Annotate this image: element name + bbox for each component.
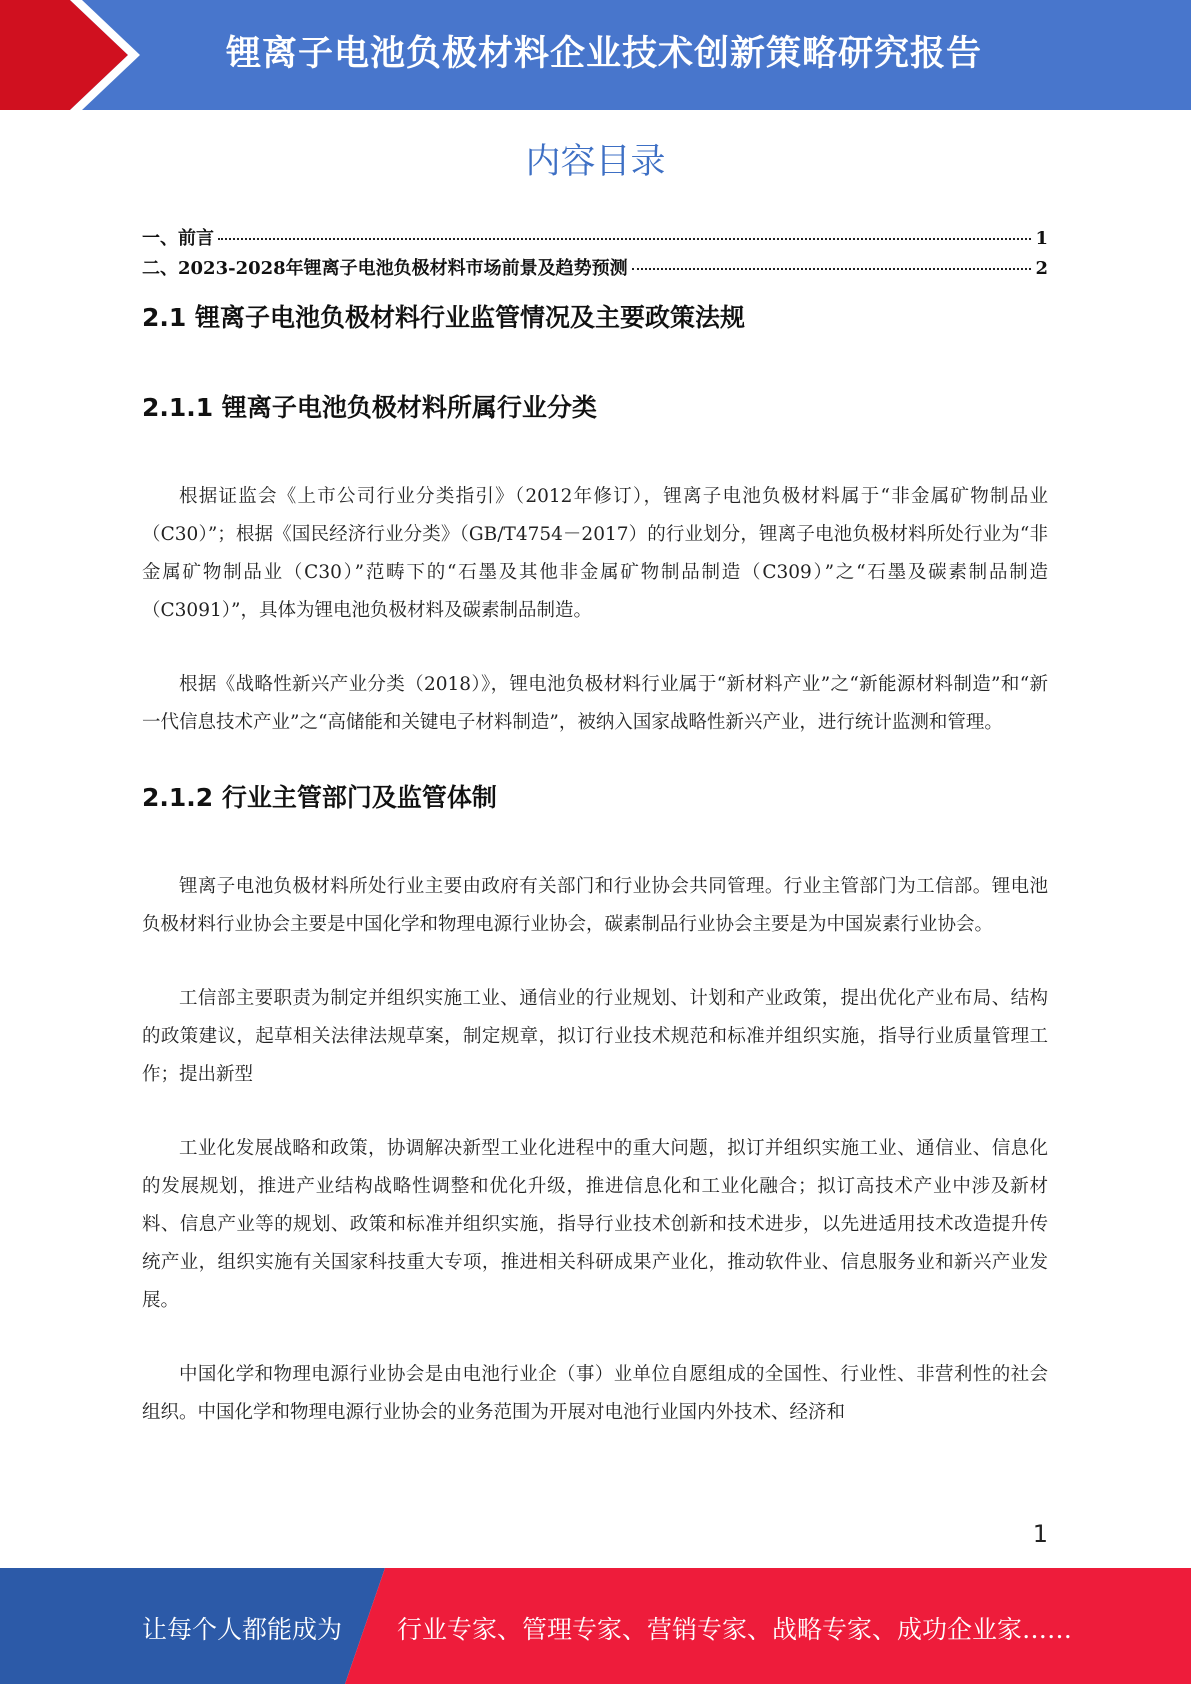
section-heading-2-1-1: 2.1.1 锂离子电池负极材料所属行业分类 xyxy=(142,393,597,422)
chevron-red-shape xyxy=(0,0,128,110)
footer-slogan-left: 让每个人都能成为 xyxy=(142,1615,343,1644)
toc-entry-label: 二、2023-2028年锂离子电池负极材料市场前景及趋势预测 xyxy=(142,258,628,279)
paragraph: 中国化学和物理电源行业协会是由电池行业企（事）业单位自愿组成的全国性、行业性、非营利性的社会组织。中国化学和物理电源行业协会的业务范围为开展对电池行业国内外技术、经济和 xyxy=(142,1364,1048,1423)
footer-slogan-right: 行业专家、管理专家、营销专家、战略专家、成功企业家…… xyxy=(397,1615,1073,1644)
toc-entry-page: 1 xyxy=(1035,228,1048,249)
toc-entry-2[interactable] xyxy=(142,254,1048,284)
header-banner xyxy=(0,0,1191,110)
paragraph: 工业化发展战略和政策，协调解决新型工业化进程中的重大问题，拟订并组织实施工业、通信业、信息化的发展规划，推进产业结构战略性调整和优化升级，推进信息化和工业化融合；拟订高技术产业中涉及新材料、信息产业等的规划、政策和标准并组织实施，指导行业技术创新和技术进步，以先进适用技术改造提升传统产业，组织实施有关国家科技重大专项，推进相关科研成果产业化，推动软件业、信息服务业和新兴产业发展。 xyxy=(142,1138,1048,1311)
toc-entry-page: 2 xyxy=(1035,258,1048,279)
section-heading-2-1-2: 2.1.2 行业主管部门及监管体制 xyxy=(142,783,497,812)
page-number: 1 xyxy=(1032,1520,1048,1548)
report-title: 锂离子电池负极材料企业技术创新策略研究报告 xyxy=(226,34,983,74)
table-of-contents xyxy=(142,224,1048,284)
paragraph: 锂离子电池负极材料所处行业主要由政府有关部门和行业协会共同管理。行业主管部门为工信部。锂电池负极材料行业协会主要是中国化学和物理电源行业协会，碳素制品行业协会主要是为中国炭素行业协会。 xyxy=(142,876,1048,935)
footer-banner xyxy=(0,1568,1191,1684)
paragraph: 根据《战略性新兴产业分类（2018）》，锂电池负极材料行业属于“新材料产业”之“新能源材料制造”和“新一代信息技术产业”之“高储能和关键电子材料制造”，被纳入国家战略性新兴产业，进行统计监测和管理。 xyxy=(142,674,1048,733)
toc-leader-dots xyxy=(218,238,1031,240)
toc-entry-label: 一、前言 xyxy=(142,228,214,249)
toc-leader-dots xyxy=(632,268,1032,270)
main-content xyxy=(142,298,1048,1432)
toc-entry-1[interactable] xyxy=(142,224,1048,254)
section-heading-2-1: 2.1 锂离子电池负极材料行业监管情况及主要政策法规 xyxy=(142,303,745,332)
header-chevron-icon xyxy=(0,0,160,110)
paragraph: 根据证监会《上市公司行业分类指引》（2012年修订），锂离子电池负极材料属于“非金属矿物制品业（C30）”；根据《国民经济行业分类》（GB/T4754－2017）的行业划分，锂离子电池负极材料所处行业为“非金属矿物制品业（C30）”范畴下的“石墨及其他非金属矿物制品制造（C309）”之“石墨及碳素制品制造（C3091）”，具体为锂电池负极材料及碳素制品制造。 xyxy=(142,486,1048,621)
toc-heading: 内容目录 xyxy=(525,142,666,182)
paragraph: 工信部主要职责为制定并组织实施工业、通信业的行业规划、计划和产业政策，提出优化产业布局、结构的政策建议，起草相关法律法规草案，制定规章，拟订行业技术规范和标准并组织实施，指导行业质量管理工作；提出新型 xyxy=(142,988,1048,1085)
